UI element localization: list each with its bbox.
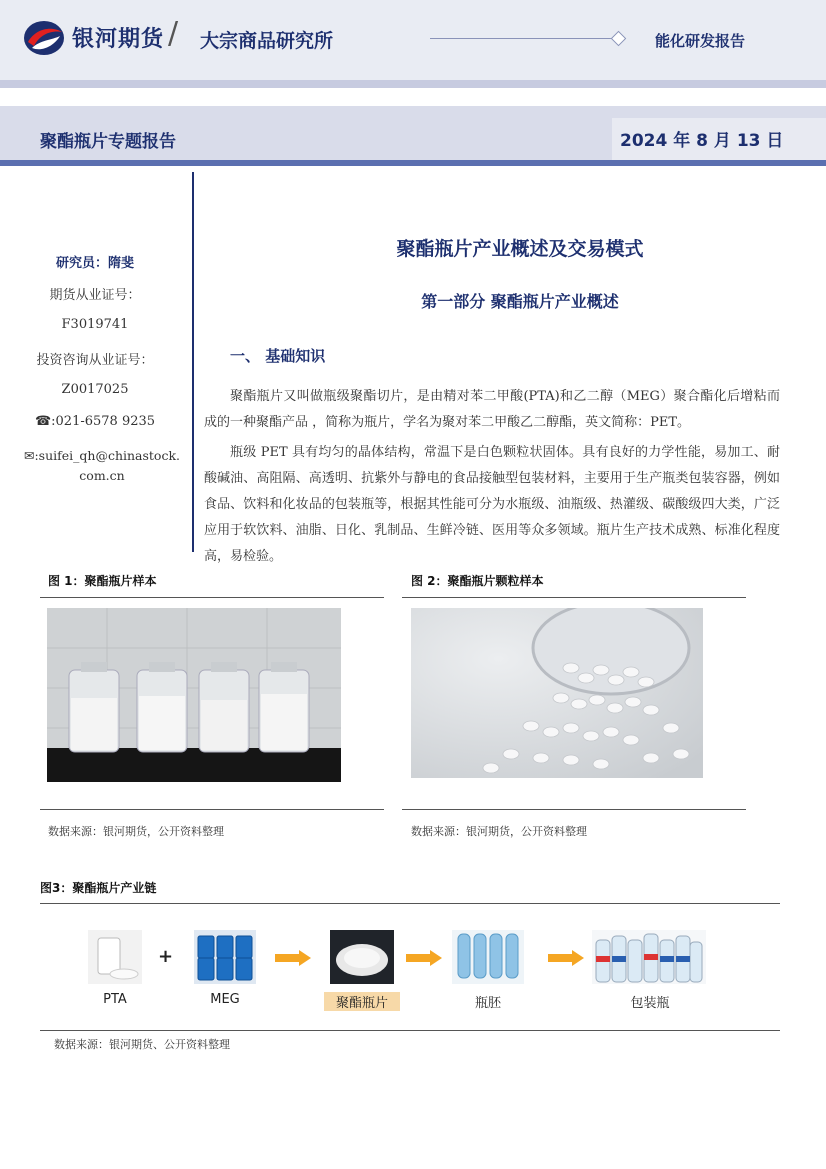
arrow-right-icon — [548, 950, 584, 966]
chain-label-pta: PTA — [103, 992, 127, 1007]
arrow-right-icon — [406, 950, 442, 966]
part-title: 第一部分 聚酯瓶片产业概述 — [421, 292, 619, 311]
pta-powder-photo — [88, 930, 142, 984]
phone-number: ☎:021-6578 9235 — [34, 414, 156, 429]
report-date: 2024 年 8 月 13 日 — [620, 131, 784, 151]
galaxy-logo-icon — [22, 18, 66, 58]
packaging-bottles-photo — [592, 930, 706, 984]
paragraph: 瓶级 PET 具有均匀的晶体结构，常温下是白色颗粒状固体。具有良好的力学性能，易加工、耐酸碱油、高阻隔、高透明、抗紫外与静电的食品接触型包装材料，主要用于生产瓶类包装容器，例如食品、饮料和化妆品的包装瓶等，根据其性能可分为水瓶级、油瓶级、热灌级、碳酸级四大类，广泛应用于软饮料、油脂、日化、乳制品、生鲜冷链、医用等众多领域。瓶片生产技术成熟、标准化程度高，易检验。 — [204, 445, 780, 564]
invest-license-label: 投资咨询从业证号： — [36, 353, 154, 368]
report-series: 聚酯瓶片专题报告 — [40, 132, 176, 152]
header-slash: / — [168, 16, 179, 51]
figure-rule — [40, 1030, 780, 1031]
invest-license-number: Z0017025 — [61, 382, 129, 397]
preform-photo — [452, 930, 524, 984]
chain-label-preform: 瓶胚 — [474, 996, 501, 1011]
header-stripe — [0, 80, 826, 88]
chain-label-bottles: 包装瓶 — [630, 996, 670, 1011]
figure-rule — [402, 809, 746, 810]
institute-name: 大宗商品研究所 — [200, 30, 334, 52]
title-band-rule — [0, 160, 826, 166]
brand-name: 银河期货 — [72, 27, 165, 52]
report-type: 能化研发报告 — [655, 32, 746, 50]
figure-rule — [40, 809, 384, 810]
figure-rule — [40, 597, 384, 598]
pet-chips-photo — [330, 930, 394, 984]
main-title: 聚酯瓶片产业概述及交易模式 — [396, 238, 644, 260]
figure-rule — [402, 597, 746, 598]
chain-label-pet-chips: 聚酯瓶片 — [324, 992, 400, 1011]
figure-source: 数据来源：银河期货，公开资料整理 — [48, 825, 224, 838]
figure-rule — [40, 903, 780, 904]
header-divider — [430, 38, 615, 39]
section-title: 一、 基础知识 — [230, 347, 326, 365]
license-number: F3019741 — [61, 317, 129, 332]
analyst-name: 研究员：隋斐 — [55, 256, 134, 271]
sidebar-divider — [192, 172, 194, 552]
figure-caption: 图 1：聚酯瓶片样本 — [48, 574, 157, 588]
paragraph: 聚酯瓶片又叫做瓶级聚酯切片，是由精对苯二甲酸(PTA)和乙二醇（MEG）聚合酯化后增粘而成的一种聚酯产品 ，简称为瓶片，学名为聚对苯二甲酸乙二醇酯，英文简称：PET。 — [204, 389, 780, 430]
arrow-right-icon — [275, 950, 311, 966]
pet-pellets-photo — [411, 608, 703, 778]
figure-source: 数据来源：银河期货，公开资料整理 — [411, 825, 587, 838]
plus-sign: + — [158, 946, 174, 967]
license-label: 期货从业证号： — [49, 288, 141, 303]
figure-caption: 图 2：聚酯瓶片颗粒样本 — [411, 574, 544, 588]
figure-caption: 图3：聚酯瓶片产业链 — [40, 881, 157, 895]
email-address[interactable]: ✉:suifei_qh@chinastock.com.cn — [23, 448, 181, 483]
figure-source: 数据来源：银河期货、公开资料整理 — [54, 1038, 230, 1051]
chain-label-meg: MEG — [210, 992, 240, 1007]
meg-drums-photo — [194, 930, 256, 984]
pet-chip-jars-photo — [47, 608, 341, 782]
